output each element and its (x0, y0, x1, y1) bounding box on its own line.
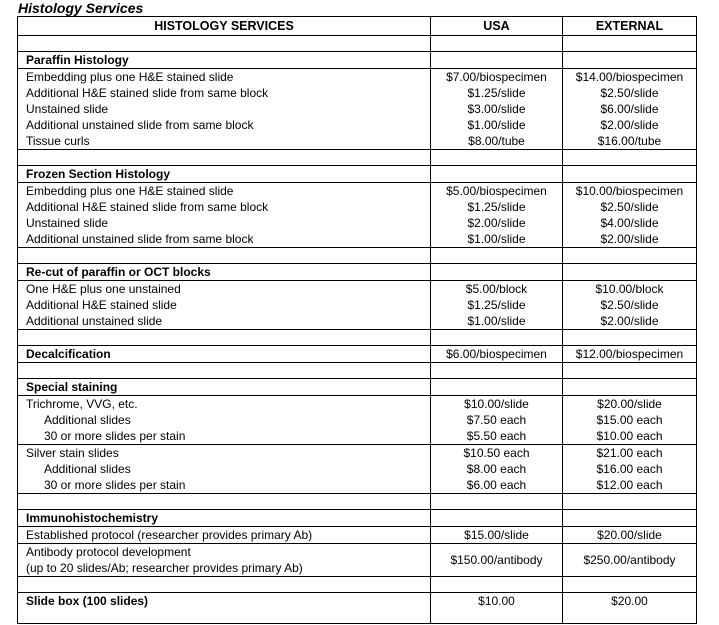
row-usa-price: $10.50 each (431, 445, 563, 462)
row-external-price: $2.50/slide (563, 85, 697, 101)
section-title: Re-cut of paraffin or OCT blocks (18, 264, 431, 281)
row-label: Additional unstained slide from same block (18, 117, 431, 133)
row-usa-price: $1.00/slide (431, 117, 563, 133)
table-row (18, 297, 697, 313)
row-external-price: $16.00/tube (563, 133, 697, 150)
header-usa: USA (431, 17, 563, 36)
section-title: Decalcification (18, 346, 431, 363)
row-label: Additional slides (18, 412, 431, 428)
table-row (18, 281, 697, 298)
table-row (18, 477, 697, 494)
header-external: EXTERNAL (563, 17, 697, 36)
table-header-row (18, 17, 697, 36)
row-external-price: $2.00/slide (563, 117, 697, 133)
row-label: Additional H&E stained slide (18, 297, 431, 313)
row-external-price: $20.00/slide (563, 527, 697, 544)
row-external-price: $2.00/slide (563, 313, 697, 330)
row-usa-price: $10.00 (431, 593, 563, 610)
row-usa-price: $1.25/slide (431, 85, 563, 101)
row-usa-price: $1.00/slide (431, 231, 563, 248)
section-title: Special staining (18, 379, 431, 396)
row-usa-price: $5.50 each (431, 428, 563, 445)
section-title: Frozen Section Histology (18, 166, 431, 183)
row-usa-price: $3.00/slide (431, 101, 563, 117)
row-external-price: $2.00/slide (563, 231, 697, 248)
spacer-row (18, 330, 697, 346)
spacer-row (18, 494, 697, 510)
table-row (18, 313, 697, 330)
section-immunohistochemistry (18, 510, 697, 527)
row-usa-price: $8.00 each (431, 461, 563, 477)
spacer-row (18, 150, 697, 166)
table-row (18, 396, 697, 413)
row-usa-price: $8.00/tube (431, 133, 563, 150)
table-row (18, 215, 697, 231)
row-label: Unstained slide (18, 101, 431, 117)
row-usa-price: $7.00/biospecimen (431, 69, 563, 86)
table-row (18, 544, 697, 577)
row-label: Embedding plus one H&E stained slide (18, 183, 431, 200)
header-service: HISTOLOGY SERVICES (18, 17, 431, 36)
spacer-row (18, 577, 697, 593)
row-usa-price: $6.00/biospecimen (431, 346, 563, 363)
row-external-price: $21.00 each (563, 445, 697, 462)
row-external-price: $14.00/biospecimen (563, 69, 697, 86)
row-external-price: $2.50/slide (563, 199, 697, 215)
row-external-price: $12.00 each (563, 477, 697, 494)
table-row (18, 85, 697, 101)
row-label: Trichrome, VVG, etc. (18, 396, 431, 413)
row-label: Embedding plus one H&E stained slide (18, 69, 431, 86)
row-label: Additional H&E stained slide from same block (18, 199, 431, 215)
row-label: Silver stain slides (18, 445, 431, 462)
row-usa-price: $1.00/slide (431, 313, 563, 330)
row-usa-price: $2.00/slide (431, 215, 563, 231)
row-label-line1: Antibody protocol development (26, 545, 191, 559)
row-external-price: $12.00/biospecimen (563, 346, 697, 363)
table-row (18, 412, 697, 428)
row-external-price: $15.00 each (563, 412, 697, 428)
row-label (18, 544, 431, 577)
section-title: Immunohistochemistry (18, 510, 431, 527)
row-external-price: $10.00/block (563, 281, 697, 298)
row-external-price: $16.00 each (563, 461, 697, 477)
spacer-row (18, 248, 697, 264)
table-row (18, 428, 697, 445)
section-frozen (18, 166, 697, 183)
row-label: Additional unstained slide (18, 313, 431, 330)
section-decalcification (18, 346, 697, 363)
row-usa-price: $5.00/biospecimen (431, 183, 563, 200)
row-label: Tissue curls (18, 133, 431, 150)
row-usa-price: $6.00 each (431, 477, 563, 494)
section-paraffin (18, 52, 697, 69)
row-external-price: $250.00/antibody (563, 544, 697, 577)
row-usa-price: $1.25/slide (431, 199, 563, 215)
row-external-price: $20.00/slide (563, 396, 697, 413)
row-usa-price: $10.00/slide (431, 396, 563, 413)
table-row (18, 101, 697, 117)
section-title: Paraffin Histology (18, 52, 431, 69)
spacer-row (18, 609, 697, 624)
row-usa-price: $150.00/antibody (431, 544, 563, 577)
row-external-price: $4.00/slide (563, 215, 697, 231)
row-label: Additional H&E stained slide from same block (18, 85, 431, 101)
row-external-price: $2.50/slide (563, 297, 697, 313)
row-external-price: $10.00 each (563, 428, 697, 445)
row-external-price: $20.00 (563, 593, 697, 610)
table-row (18, 461, 697, 477)
section-title: Slide box (100 slides) (18, 593, 431, 610)
page-title: Histology Services (18, 0, 144, 16)
table-row (18, 231, 697, 248)
row-usa-price: $5.00/block (431, 281, 563, 298)
row-label: 30 or more slides per stain (18, 477, 431, 494)
row-external-price: $10.00/biospecimen (563, 183, 697, 200)
row-usa-price: $7.50 each (431, 412, 563, 428)
table-row (18, 69, 697, 86)
row-label-line2: (up to 20 slides/Ab; researcher provides primary Ab) (26, 561, 303, 575)
histology-price-table (17, 16, 697, 624)
row-label: Unstained slide (18, 215, 431, 231)
row-external-price: $6.00/slide (563, 101, 697, 117)
row-label: Established protocol (researcher provides primary Ab) (18, 527, 431, 544)
table-row (18, 183, 697, 200)
row-label: Additional unstained slide from same block (18, 231, 431, 248)
spacer-row (18, 363, 697, 379)
row-label: One H&E plus one unstained (18, 281, 431, 298)
table-row (18, 199, 697, 215)
table-row (18, 527, 697, 544)
section-special-staining (18, 379, 697, 396)
row-label: Additional slides (18, 461, 431, 477)
section-slide-box (18, 593, 697, 610)
row-usa-price: $1.25/slide (431, 297, 563, 313)
row-usa-price: $15.00/slide (431, 527, 563, 544)
table-row (18, 133, 697, 150)
section-recut (18, 264, 697, 281)
row-label: 30 or more slides per stain (18, 428, 431, 445)
table-row (18, 445, 697, 462)
spacer-row (18, 36, 697, 52)
table-row (18, 117, 697, 133)
